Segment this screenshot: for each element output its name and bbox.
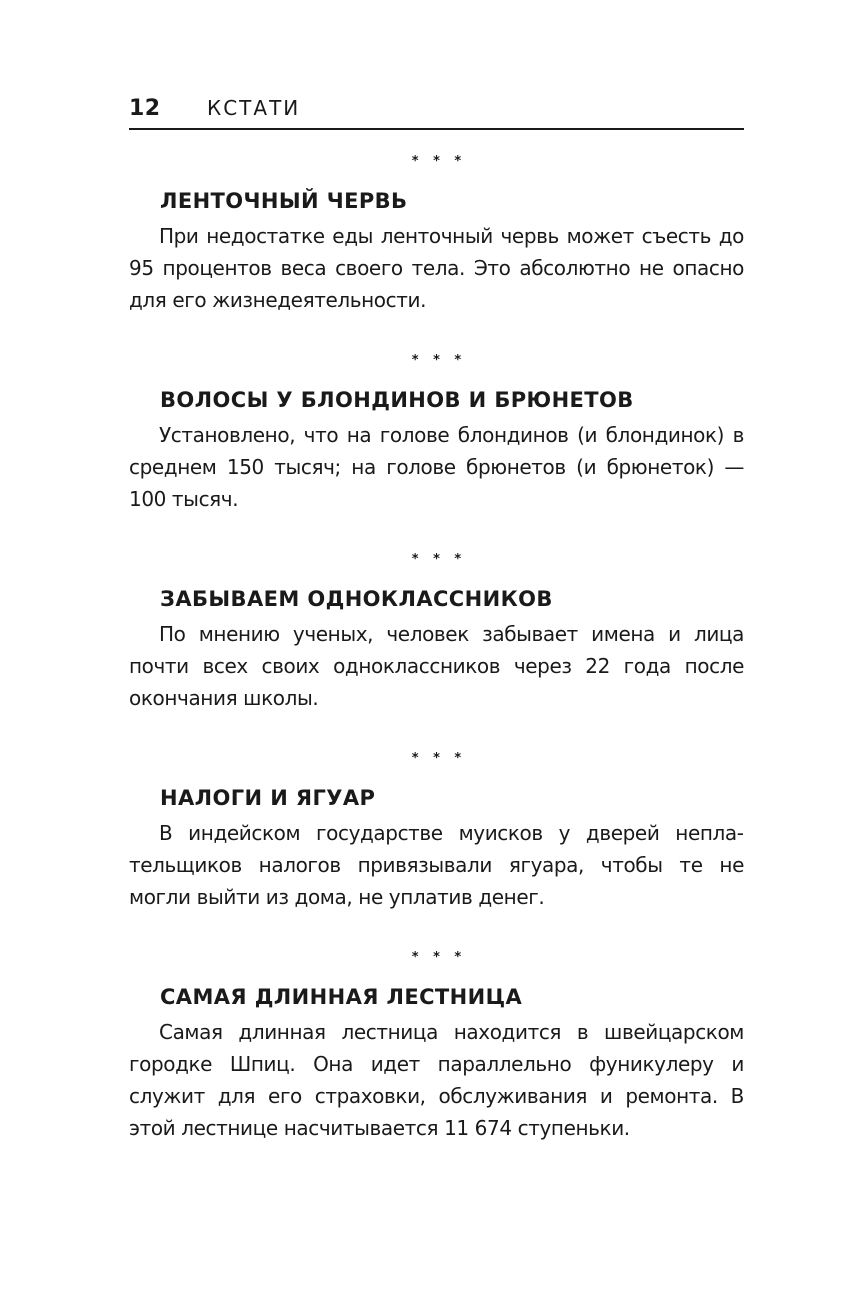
article-heading: ВОЛОСЫ У БЛОНДИНОВ И БРЮНЕТОВ bbox=[160, 388, 634, 412]
section-divider: * * * bbox=[411, 552, 467, 567]
article-text: По мнению ученых, человек забывает имена и лица почти всех своих одноклассников через 22 года после окончания школы. bbox=[129, 622, 744, 710]
article-jaguar bbox=[129, 749, 744, 913]
article-heading: ЛЕНТОЧНЫЙ ЧЕРВЬ bbox=[160, 189, 408, 213]
article-text: Установлено, что на голове блондинов (и блондинок) в среднем 150 тысяч; на голове брюнетов (и брюнеток) — 100 тысяч. bbox=[129, 423, 744, 511]
article-heading: ЗАБЫВАЕМ ОДНОКЛАССНИКОВ bbox=[160, 587, 553, 611]
section-divider: * * * bbox=[411, 751, 467, 766]
page-number: 12 bbox=[129, 96, 161, 121]
article-heading: САМАЯ ДЛИННАЯ ЛЕСТНИЦА bbox=[160, 985, 523, 1009]
article-tapeworm bbox=[129, 152, 744, 316]
section-divider: * * * bbox=[411, 950, 467, 965]
article-hair bbox=[129, 351, 744, 515]
page-header bbox=[129, 96, 744, 130]
article-classmates bbox=[129, 550, 744, 714]
running-title: КСТАТИ bbox=[207, 96, 301, 120]
article-staircase bbox=[129, 948, 744, 1144]
article-text: При недостатке еды ленточный червь может съесть до 95 процентов веса своего тела. Это абсолютно не опасно для его жизнедеятельности. bbox=[129, 224, 744, 312]
article-heading: НАЛОГИ И ЯГУАР bbox=[160, 786, 376, 810]
section-divider: * * * bbox=[411, 154, 467, 169]
article-text: Самая длинная лестница находится в швейцарском городке Шпиц. Она идет параллельно фуникулеру и служит для его страховки, обслуживания и ремонта. В этой лестнице насчитывается 11 674 ступеньки. bbox=[129, 1020, 744, 1140]
article-text: В индейском государстве муисков у дверей неплательщиков налогов привязывали ягуара, чтобы те не могли выйти из дома, не уплатив денег. bbox=[129, 821, 744, 909]
section-divider: * * * bbox=[411, 353, 467, 368]
